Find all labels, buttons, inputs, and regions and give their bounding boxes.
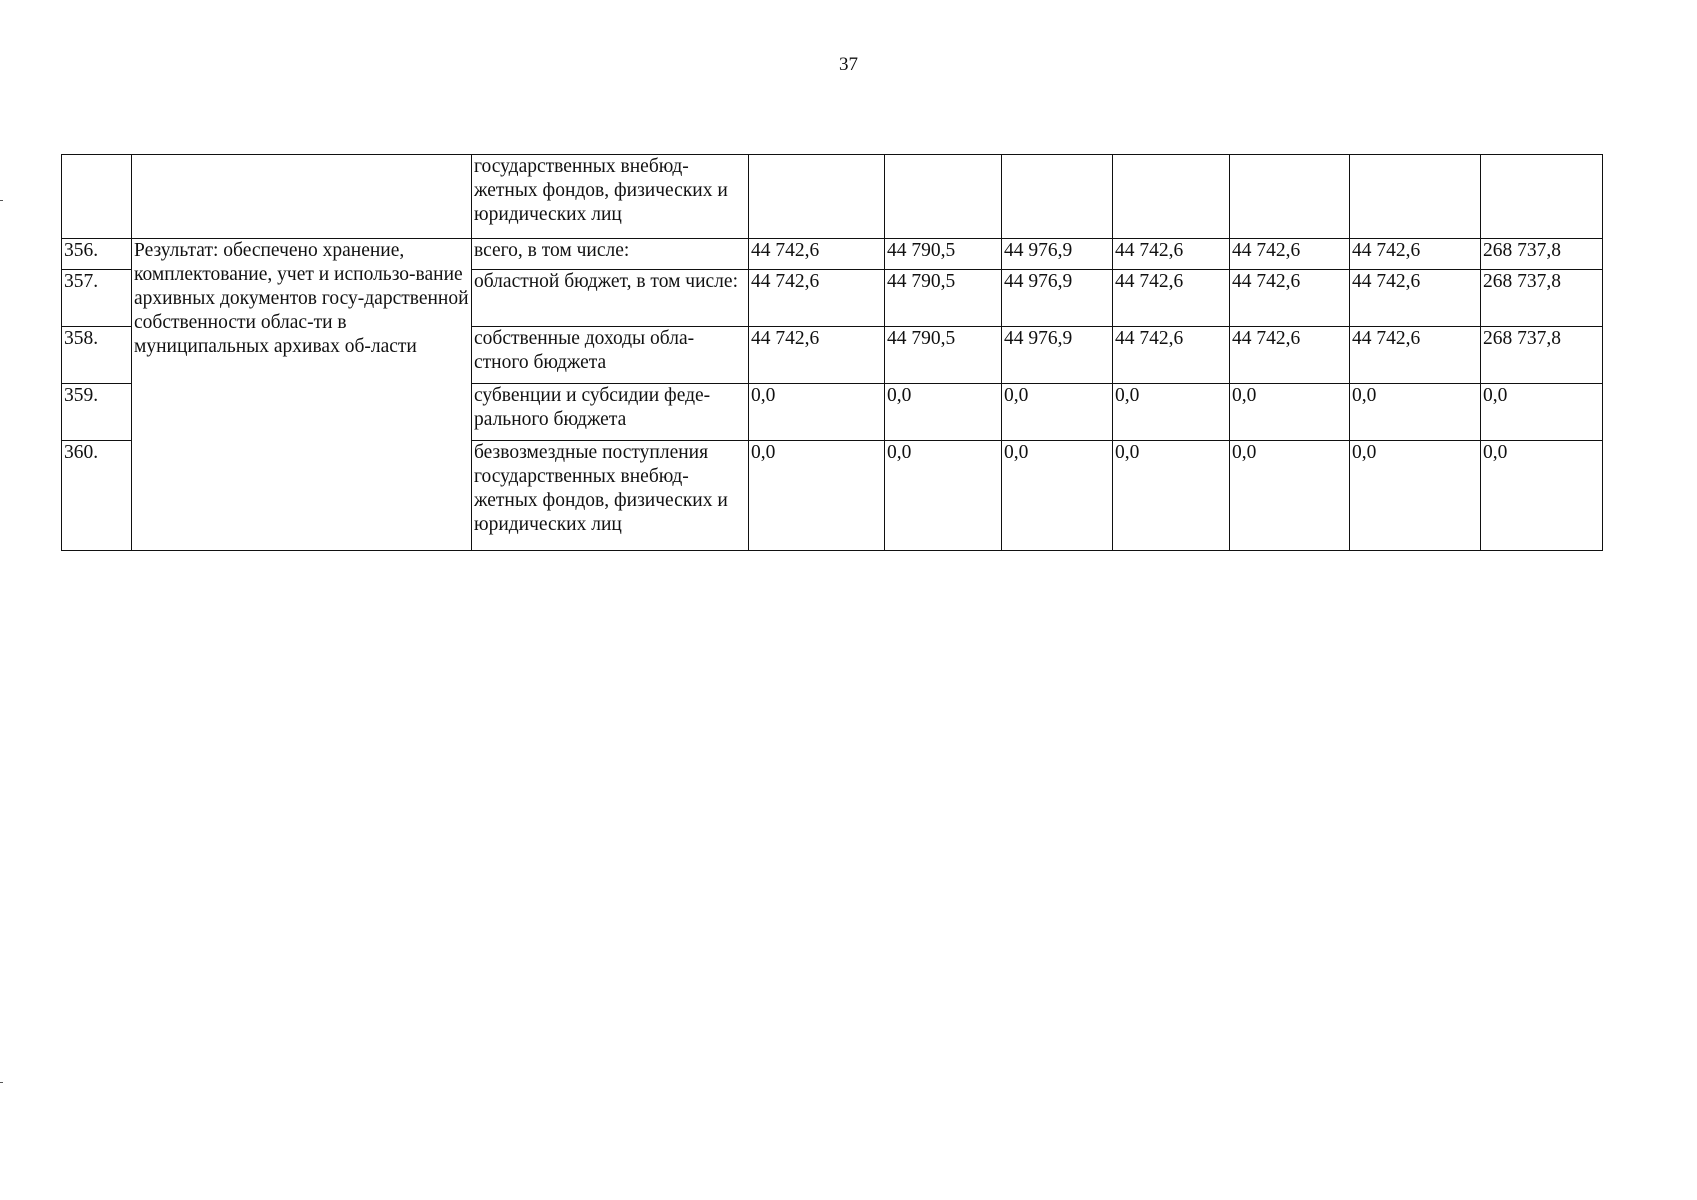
value-cell: 44 742,6 xyxy=(1350,270,1481,327)
value-cell: 44 742,6 xyxy=(1230,327,1350,384)
funding-source: собственные доходы обла-стного бюджета xyxy=(472,327,749,384)
value-cell: 44 742,6 xyxy=(1350,239,1481,270)
total-cell: 0,0 xyxy=(1481,441,1603,551)
value-cell: 44 742,6 xyxy=(1113,239,1230,270)
value-cell: 44 742,6 xyxy=(749,270,885,327)
value-cell: 44 790,5 xyxy=(885,270,1002,327)
result-description: Результат: обеспечено хранение, комплектование, учет и использо-вание архивных документов госу-дарственной собственности облас-ти в муниципальных архивах об-ласти xyxy=(132,239,472,551)
value-cell: 44 790,5 xyxy=(885,327,1002,384)
row-number: 360. xyxy=(62,441,132,551)
value-cell: 0,0 xyxy=(885,384,1002,441)
value-cell: 0,0 xyxy=(749,384,885,441)
scan-edge-mark xyxy=(0,200,3,201)
funding-source: всего, в том числе: xyxy=(472,239,749,270)
total-cell: 268 737,8 xyxy=(1481,270,1603,327)
value-cell: 44 742,6 xyxy=(1230,270,1350,327)
funding-source-cell: государственных внебюд-жетных фондов, физических и юридических лиц xyxy=(472,155,749,239)
funding-source: областной бюджет, в том числе: xyxy=(472,270,749,327)
total-cell: 0,0 xyxy=(1481,384,1603,441)
row-number: 359. xyxy=(62,384,132,441)
value-cell: 44 976,9 xyxy=(1002,239,1113,270)
value-cell: 44 790,5 xyxy=(885,239,1002,270)
result-cell xyxy=(132,155,472,239)
value-cell: 44 742,6 xyxy=(1230,239,1350,270)
value-cell: 0,0 xyxy=(1002,384,1113,441)
value-cell: 0,0 xyxy=(1350,441,1481,551)
value-cell: 44 742,6 xyxy=(1350,327,1481,384)
row-number: 356. xyxy=(62,239,132,270)
scan-edge-mark xyxy=(0,1082,3,1083)
value-cell xyxy=(1481,155,1603,239)
page-number: 37 xyxy=(839,54,858,75)
value-cell: 44 742,6 xyxy=(749,327,885,384)
value-cell: 0,0 xyxy=(1230,441,1350,551)
value-cell xyxy=(1002,155,1113,239)
continuation-row xyxy=(62,155,1603,239)
value-cell: 44 742,6 xyxy=(749,239,885,270)
value-cell: 0,0 xyxy=(1002,441,1113,551)
row-number: 357. xyxy=(62,270,132,327)
value-cell: 0,0 xyxy=(1113,384,1230,441)
value-cell xyxy=(1230,155,1350,239)
value-cell xyxy=(1113,155,1230,239)
total-cell: 268 737,8 xyxy=(1481,327,1603,384)
value-cell: 0,0 xyxy=(885,441,1002,551)
row-number-cell xyxy=(62,155,132,239)
value-cell: 44 742,6 xyxy=(1113,270,1230,327)
value-cell xyxy=(749,155,885,239)
value-cell: 0,0 xyxy=(1113,441,1230,551)
value-cell xyxy=(885,155,1002,239)
total-cell: 268 737,8 xyxy=(1481,239,1603,270)
funding-source: безвозмездные поступления государственных внебюд-жетных фондов, физических и юридических лиц xyxy=(472,441,749,551)
value-cell: 44 976,9 xyxy=(1002,270,1113,327)
value-cell: 0,0 xyxy=(1350,384,1481,441)
value-cell xyxy=(1350,155,1481,239)
table-row xyxy=(62,239,1603,270)
row-number: 358. xyxy=(62,327,132,384)
value-cell: 0,0 xyxy=(749,441,885,551)
budget-table xyxy=(61,154,1603,551)
value-cell: 44 976,9 xyxy=(1002,327,1113,384)
funding-source: субвенции и субсидии феде-рального бюджета xyxy=(472,384,749,441)
value-cell: 44 742,6 xyxy=(1113,327,1230,384)
value-cell: 0,0 xyxy=(1230,384,1350,441)
